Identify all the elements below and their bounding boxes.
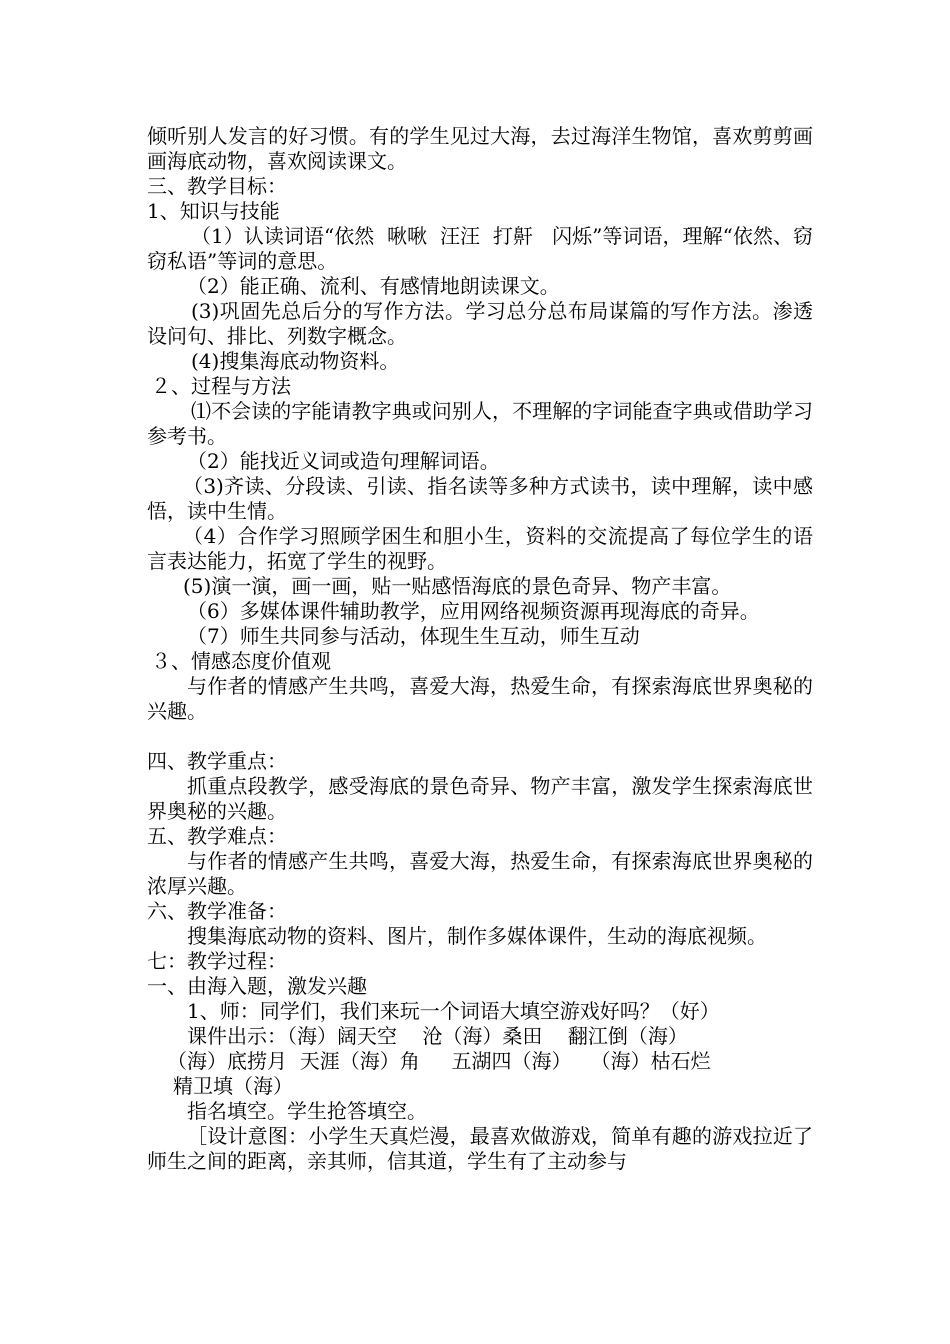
- goal-item: (3)巩固先总后分的写作方法。学习总分总布局谋篇的写作方法。渗透设问句、排比、列数字概念。: [147, 299, 813, 348]
- goal-item: （6）多媒体课件辅助教学，应用网络视频资源再现海底的奇异。: [187, 599, 760, 623]
- heading-teaching-goals: 三、教学目标：: [147, 174, 287, 198]
- goal-item: （2）能正确、流利、有感情地朗读课文。: [187, 274, 560, 298]
- paragraph-fill-blank: 指名填空。学生抢答填空。: [187, 1099, 427, 1123]
- goal-item: (4)搜集海底动物资料。: [191, 349, 400, 373]
- paragraph-preparation: 搜集海底动物的资料、图片，制作多媒体课件，生动的海底视频。: [187, 924, 767, 948]
- paragraph-teacher-line: 1、师：同学们，我们来玩一个词语大填空游戏好吗？（好）: [187, 999, 720, 1023]
- goal-item: ⑴不会读的字能请教字典或问别人，不理解的字词能查字典或借助学习参考书。: [147, 399, 813, 448]
- blank-line: [147, 724, 813, 749]
- paragraph-intro-continued: 倾听别人发言的好习惯。有的学生见过大海，去过海洋生物馆，喜欢剪剪画画海底动物，喜欢阅读课文。: [147, 124, 813, 173]
- subheading-knowledge-skills: 1、知识与技能: [147, 199, 280, 223]
- heading-teaching-process: 七：教学过程：: [147, 949, 287, 973]
- heading-teaching-difficulty: 五、教学难点：: [147, 824, 287, 848]
- subheading-process-methods: ２、过程与方法: [151, 374, 291, 398]
- goal-item: （2）能找近义词或造句理解词语。: [187, 449, 500, 473]
- paragraph-idioms: （海）底捞月 天涯（海）角 五湖四（海） （海）枯石烂: [167, 1049, 711, 1073]
- subheading-step-one: 一、由海入题，激发兴趣: [147, 974, 367, 998]
- goal-item: （7）师生共同参与活动，体现生生互动，师生互动: [187, 624, 640, 648]
- goal-item: （3)齐读、分段读、引读、指名读等多种方式读书，读中理解，读中感悟，读中生情。: [147, 474, 813, 523]
- paragraph-focus: 抓重点段教学，感受海底的景色奇异、物产丰富，激发学生探索海底世界奥秘的兴趣。: [147, 774, 813, 823]
- goal-item: （1）认读词语“依然 啾啾 汪汪 打鼾 闪烁”等词语，理解“依然、窃窃私语”等词的意思。: [147, 224, 813, 273]
- heading-teaching-focus: 四、教学重点：: [147, 749, 287, 773]
- document-body: [147, 124, 813, 1174]
- paragraph-difficulty: 与作者的情感产生共鸣，喜爱大海，热爱生命，有探索海底世界奥秘的浓厚兴趣。: [147, 849, 813, 898]
- paragraph-design-intent: ［设计意图：小学生天真烂漫，最喜欢做游戏，简单有趣的游戏拉近了师生之间的距离，亲其师，信其道，学生有了主动参与: [147, 1124, 813, 1173]
- subheading-emotion-values: ３、情感态度价值观: [151, 649, 331, 673]
- heading-teaching-preparation: 六、教学准备：: [147, 899, 287, 923]
- goal-item: (5)演一演，画一画，贴一贴感悟海底的景色奇异、物产丰富。: [183, 574, 732, 598]
- goal-item: （4）合作学习照顾学困生和胆小生，资料的交流提高了每位学生的语言表达能力，拓宽了学生的视野。: [147, 524, 813, 573]
- paragraph-idioms-end: 精卫填（海）: [173, 1074, 293, 1098]
- paragraph-courseware: 课件出示：（海）阔天空 沧（海）桑田 翻江倒（海）: [187, 1024, 688, 1048]
- goal-item: 与作者的情感产生共鸣，喜爱大海，热爱生命，有探索海底世界奥秘的兴趣。: [147, 674, 813, 723]
